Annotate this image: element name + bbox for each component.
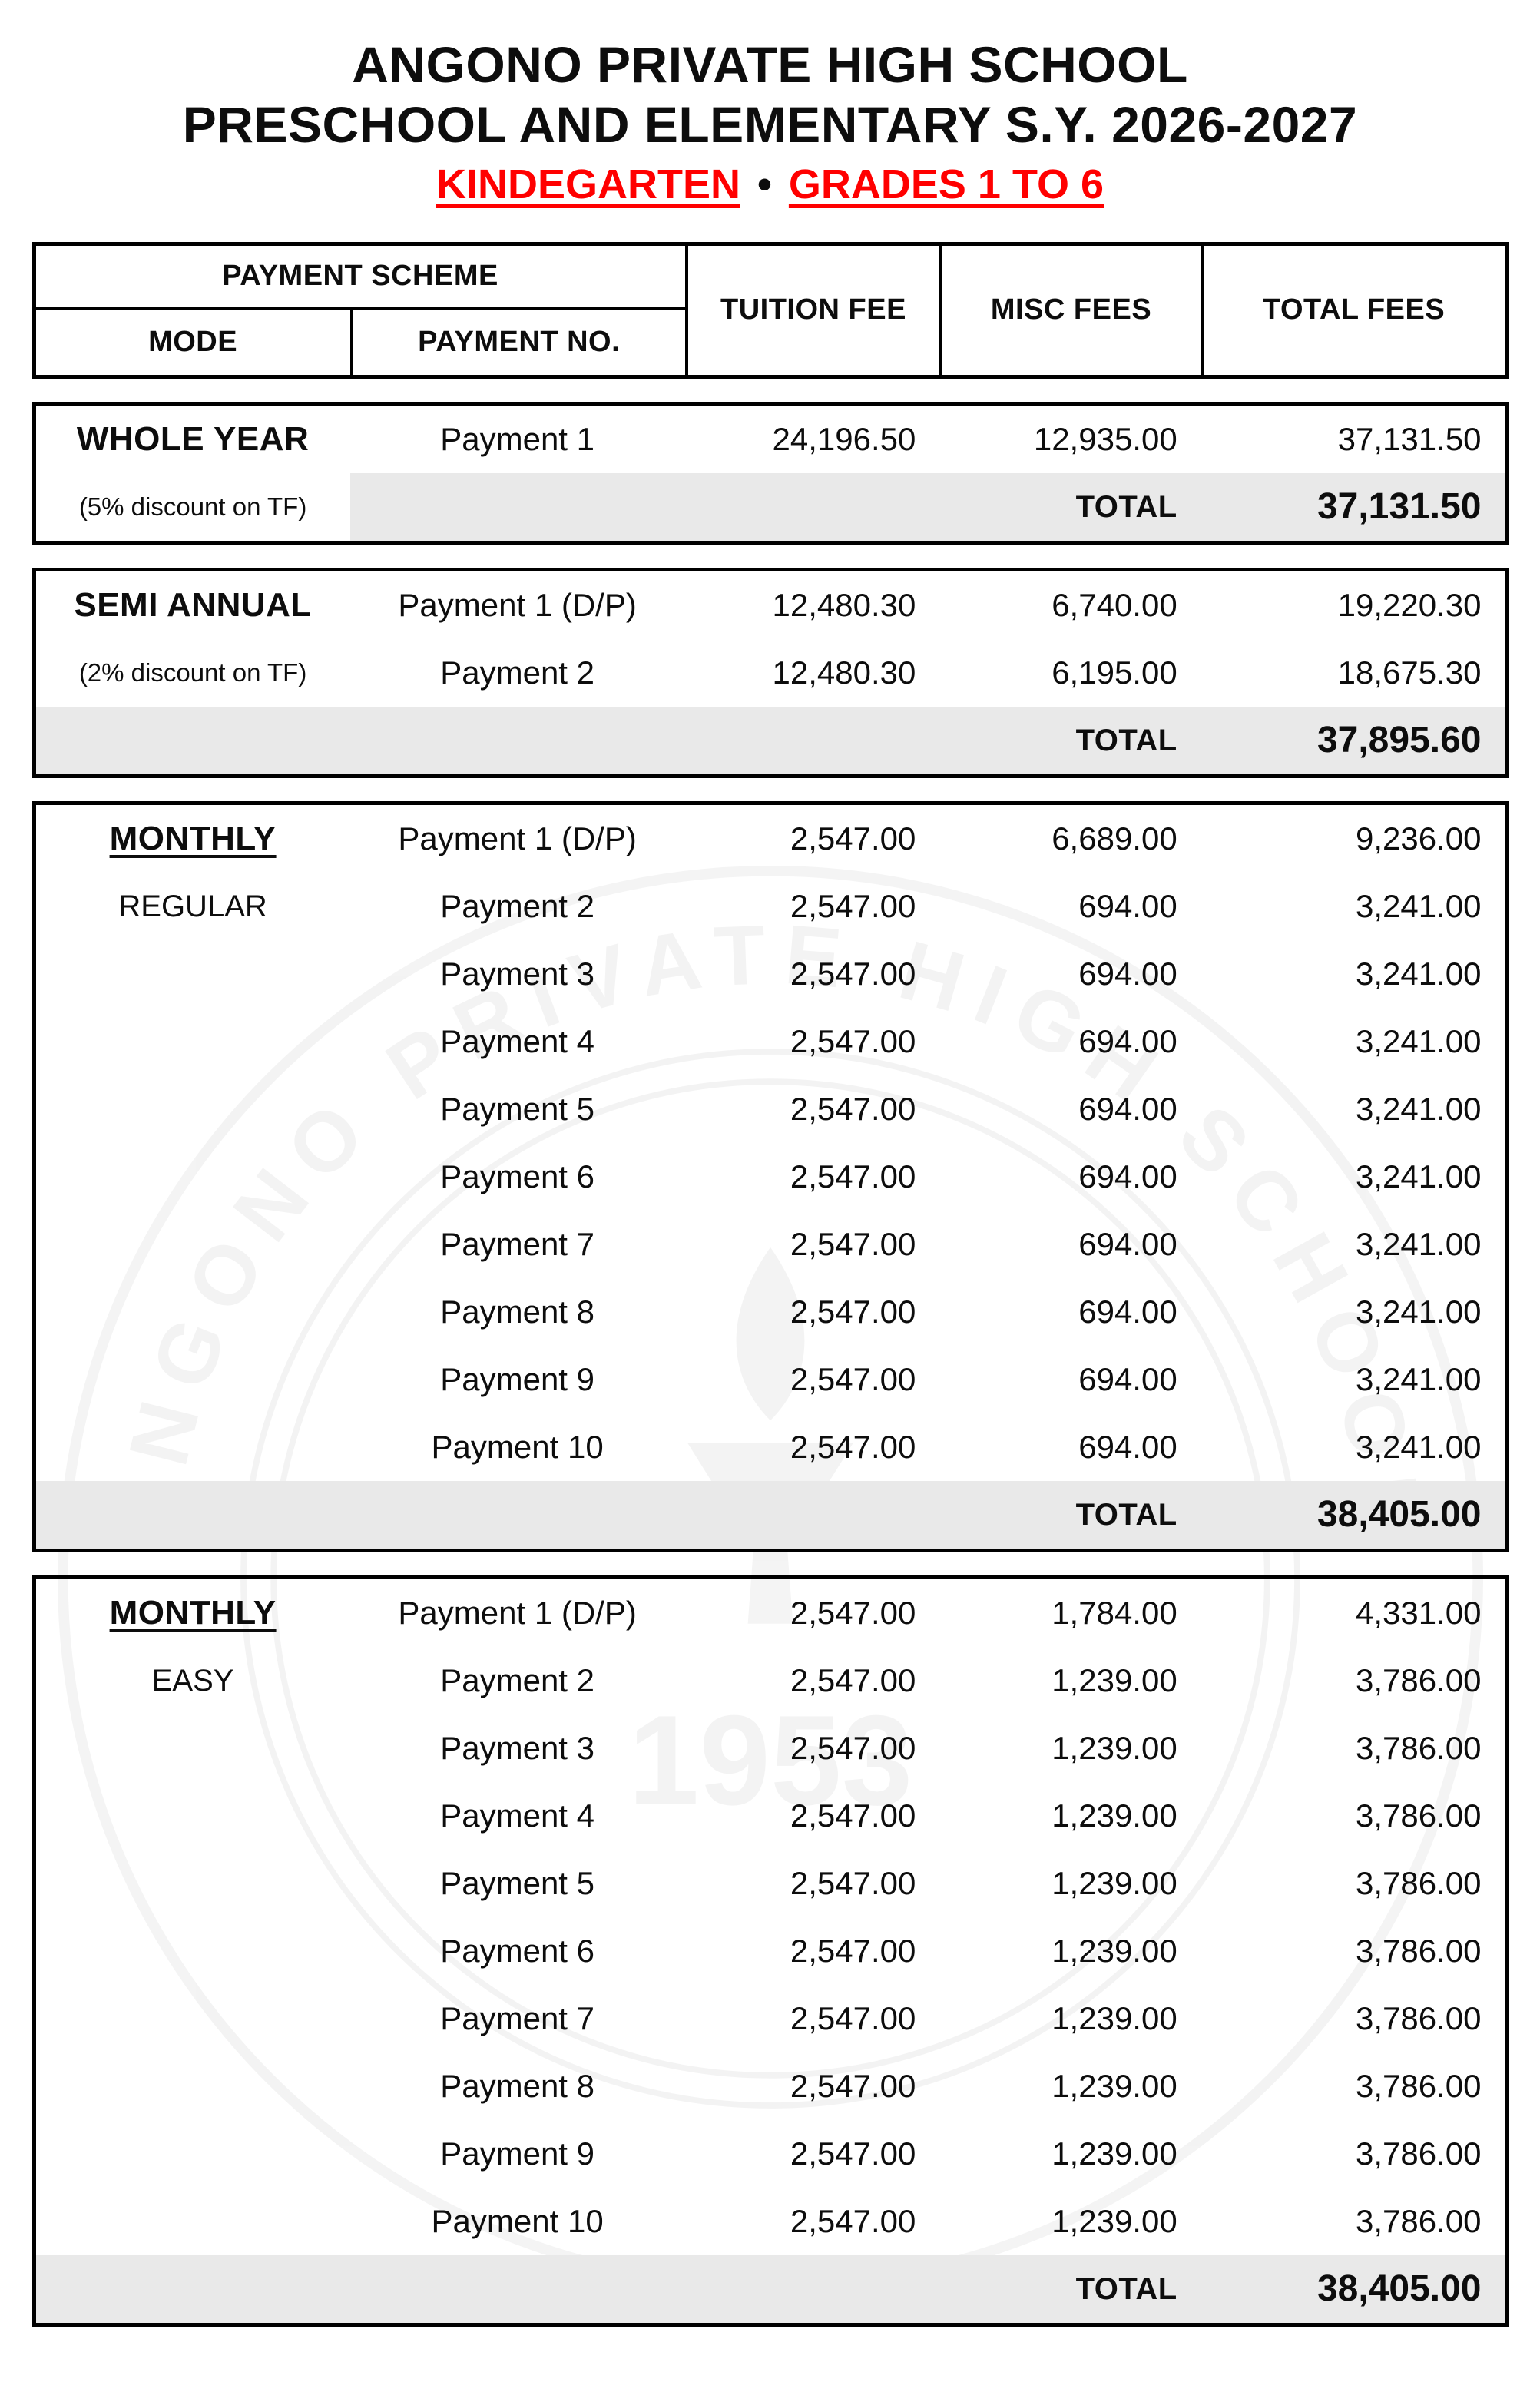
total-label: TOTAL [1075, 2271, 1177, 2306]
payment-no-cell: Payment 9 [440, 2135, 595, 2172]
misc-fees-cell: 1,239.00 [1052, 1729, 1177, 1766]
payment-row [36, 805, 1505, 873]
mode-label: WHOLE YEAR [76, 419, 310, 458]
misc-fees-cell: 694.00 [1078, 1225, 1177, 1262]
section-rows [36, 805, 1505, 1549]
misc-fees-cell: 694.00 [1078, 1293, 1177, 1330]
payment-row [36, 1278, 1505, 1346]
kindergarten-label: KINDEGARTEN [436, 161, 740, 207]
mode-cell [36, 2052, 350, 2120]
misc-fees-cell: 6,195.00 [1052, 654, 1177, 691]
payment-no-cell: Payment 6 [440, 1158, 595, 1194]
document-title: PRESCHOOL AND ELEMENTARY S.Y. 2026-2027 [182, 95, 1358, 153]
misc-fees-cell: 1,239.00 [1052, 1932, 1177, 1969]
empty-cell [685, 473, 939, 541]
section-rows [36, 406, 1505, 541]
mode-cell [36, 1278, 350, 1346]
tuition-fee-cell: 2,547.00 [790, 1661, 916, 1698]
total-fees-cell: 3,786.00 [1356, 1932, 1482, 1969]
mode-label: MONTHLY [109, 819, 277, 857]
grade-levels-subtitle [32, 160, 1509, 210]
tuition-fee-cell: 2,547.00 [790, 1797, 916, 1834]
payment-row [36, 1413, 1505, 1481]
mode-cell [36, 2120, 350, 2188]
misc-fees-cell: 694.00 [1078, 1090, 1177, 1127]
empty-cell [350, 707, 685, 774]
payment-row [36, 2120, 1505, 2188]
payment-no-cell: Payment 3 [440, 955, 595, 992]
total-value: 38,405.00 [1316, 2268, 1482, 2309]
mode-cell [36, 1211, 350, 1278]
total-fees-cell: 3,241.00 [1356, 1022, 1482, 1059]
empty-cell [685, 707, 939, 774]
misc-fees-cell: 1,239.00 [1052, 1864, 1177, 1901]
mode-cell [36, 1413, 350, 1481]
mode-cell [36, 1008, 350, 1075]
payment-row [36, 940, 1505, 1008]
tuition-fee-cell: 2,547.00 [790, 1225, 916, 1262]
total-fees-cell: 18,675.30 [1337, 654, 1482, 691]
section-rows [36, 1579, 1505, 2323]
tuition-fee-cell: 2,547.00 [790, 1022, 916, 1059]
misc-fees-cell: 694.00 [1078, 955, 1177, 992]
fee-section-whole-year [32, 402, 1509, 545]
payment-no-cell: Payment 10 [431, 2202, 604, 2239]
total-fees-cell: 3,786.00 [1356, 1729, 1482, 1766]
tuition-fee-cell: 2,547.00 [790, 1360, 916, 1397]
payment-no-cell: Payment 2 [440, 1661, 595, 1698]
payment-row [36, 1143, 1505, 1211]
fee-section-monthly-regular [32, 801, 1509, 1552]
mode-cell [36, 406, 350, 473]
section-total-row [36, 707, 1505, 774]
misc-fees-cell: 694.00 [1078, 1360, 1177, 1397]
total-fees-cell: 3,786.00 [1356, 2135, 1482, 2172]
misc-fees-cell: 1,239.00 [1052, 2067, 1177, 2104]
total-fees-cell: 3,786.00 [1356, 1999, 1482, 2036]
section-rows [36, 571, 1505, 774]
bullet-separator: • [757, 161, 772, 207]
tuition-fee-cell: 2,547.00 [790, 1428, 916, 1465]
payment-no-cell: Payment 9 [440, 1360, 595, 1397]
tuition-fee-cell: 12,480.30 [772, 654, 916, 691]
total-fees-cell: 3,241.00 [1356, 1225, 1482, 1262]
mode-cell [36, 1579, 350, 1647]
payment-no-cell: Payment 1 (D/P) [398, 1594, 637, 1631]
misc-fees-cell: 6,740.00 [1052, 586, 1177, 623]
total-fees-cell: 3,241.00 [1356, 1158, 1482, 1194]
mode-label: SEMI ANNUAL [74, 585, 312, 624]
payment-row [36, 571, 1505, 639]
tuition-fee-cell: 2,547.00 [790, 1594, 916, 1631]
total-label: TOTAL [1075, 489, 1177, 524]
total-fees-cell: 19,220.30 [1337, 586, 1482, 623]
mode-cell [36, 571, 350, 639]
payment-no-cell: Payment 4 [440, 1797, 595, 1834]
section-total-row [36, 1481, 1505, 1549]
payment-no-cell: Payment 4 [440, 1022, 595, 1059]
misc-fees-cell: 694.00 [1078, 1022, 1177, 1059]
total-fees-cell: 3,241.00 [1356, 1428, 1482, 1465]
empty-cell [685, 1481, 939, 1549]
payment-no-cell: Payment 1 (D/P) [398, 820, 637, 856]
payment-no-cell: Payment 2 [440, 654, 595, 691]
fee-section-semi-annual [32, 568, 1509, 778]
discount-note [36, 707, 350, 774]
total-label: TOTAL [1075, 723, 1177, 757]
misc-fees-cell: 694.00 [1078, 1158, 1177, 1194]
mode-cell [36, 1782, 350, 1850]
payment-no-cell: Payment 2 [440, 887, 595, 924]
payment-no-cell: Payment 1 (D/P) [398, 586, 637, 623]
total-fees-cell: 3,786.00 [1356, 1797, 1482, 1834]
discount-note: (5% discount on TF) [36, 473, 350, 541]
payment-row [36, 1008, 1505, 1075]
payment-no-cell: Payment 8 [440, 1293, 595, 1330]
payment-no-cell: Payment 5 [440, 1090, 595, 1127]
mode-cell [36, 873, 350, 940]
mode-label: MONTHLY [109, 1593, 277, 1632]
mode-cell [36, 1346, 350, 1413]
misc-fees-column-header: MISC FEES [939, 246, 1200, 375]
total-fees-cell: 3,241.00 [1356, 887, 1482, 924]
tuition-fee-cell: 2,547.00 [790, 1090, 916, 1127]
payment-row [36, 1647, 1505, 1714]
misc-fees-cell: 1,239.00 [1052, 1661, 1177, 1698]
payment-no-cell: Payment 7 [440, 1225, 595, 1262]
payment-row [36, 1346, 1505, 1413]
mode-cell [36, 1143, 350, 1211]
payment-row [36, 2052, 1505, 2120]
empty-cell [685, 2255, 939, 2323]
total-value: 37,131.50 [1316, 485, 1482, 527]
payment-row [36, 1211, 1505, 1278]
misc-fees-cell: 1,239.00 [1052, 1999, 1177, 2036]
tuition-fee-cell: 24,196.50 [772, 420, 916, 457]
payment-no-cell: Payment 5 [440, 1864, 595, 1901]
tuition-fee-cell: 2,547.00 [790, 1729, 916, 1766]
total-fees-cell: 3,786.00 [1356, 2202, 1482, 2239]
mode-cell [36, 1647, 350, 1714]
mode-label: EASY [151, 1663, 234, 1698]
tuition-fee-cell: 2,547.00 [790, 887, 916, 924]
misc-fees-cell: 694.00 [1078, 1428, 1177, 1465]
tuition-fee-cell: 2,547.00 [790, 955, 916, 992]
tuition-fee-cell: 2,547.00 [790, 1999, 916, 2036]
payment-row [36, 2188, 1505, 2255]
mode-cell [36, 1985, 350, 2052]
title-block [32, 35, 1509, 210]
payment-row [36, 1850, 1505, 1917]
total-fees-cell: 3,241.00 [1356, 955, 1482, 992]
mode-cell [36, 805, 350, 873]
tuition-fee-column-header: TUITION FEE [685, 246, 939, 375]
tuition-fee-cell: 2,547.00 [790, 1293, 916, 1330]
mode-cell [36, 639, 350, 707]
mode-cell [36, 1850, 350, 1917]
mode-cell [36, 1917, 350, 1985]
misc-fees-cell: 6,689.00 [1052, 820, 1177, 856]
total-fees-cell: 9,236.00 [1356, 820, 1482, 856]
payment-row [36, 1579, 1505, 1647]
mode-cell [36, 1714, 350, 1782]
tuition-fee-cell: 2,547.00 [790, 2202, 916, 2239]
tuition-fee-cell: 2,547.00 [790, 820, 916, 856]
tuition-fee-cell: 2,547.00 [790, 1932, 916, 1969]
mode-cell [36, 1075, 350, 1143]
fee-section-monthly-easy [32, 1575, 1509, 2327]
tuition-fee-cell: 2,547.00 [790, 1864, 916, 1901]
misc-fees-cell: 1,239.00 [1052, 1797, 1177, 1834]
misc-fees-cell: 694.00 [1078, 887, 1177, 924]
total-fees-cell: 3,241.00 [1356, 1090, 1482, 1127]
payment-no-cell: Payment 1 [440, 420, 595, 457]
misc-fees-cell: 12,935.00 [1033, 420, 1177, 457]
total-value: 38,405.00 [1316, 1493, 1482, 1535]
empty-cell [350, 1481, 685, 1549]
misc-fees-cell: 1,784.00 [1052, 1594, 1177, 1631]
total-fees-cell: 3,786.00 [1356, 2067, 1482, 2104]
fee-sections [32, 402, 1509, 2327]
mode-cell [36, 2188, 350, 2255]
total-fees-column-header: TOTAL FEES [1201, 246, 1505, 375]
total-fees-cell: 3,786.00 [1356, 1864, 1482, 1901]
table-header [32, 242, 1509, 379]
mode-label: REGULAR [118, 889, 267, 923]
payment-scheme-header: PAYMENT SCHEME [36, 246, 685, 310]
payment-row [36, 1075, 1505, 1143]
payment-no-cell: Payment 8 [440, 2067, 595, 2104]
payment-no-cell: Payment 6 [440, 1932, 595, 1969]
empty-cell [350, 473, 685, 541]
grades-label: GRADES 1 TO 6 [788, 161, 1104, 207]
discount-note [36, 2255, 350, 2323]
total-fees-cell: 4,331.00 [1356, 1594, 1482, 1631]
tuition-fee-cell: 12,480.30 [772, 586, 916, 623]
payment-row [36, 639, 1505, 707]
empty-cell [350, 2255, 685, 2323]
school-name: ANGONO PRIVATE HIGH SCHOOL [352, 36, 1188, 93]
payment-row [36, 1917, 1505, 1985]
payment-no-column-header: PAYMENT NO. [350, 310, 685, 375]
misc-fees-cell: 1,239.00 [1052, 2135, 1177, 2172]
mode-label: (2% discount on TF) [78, 658, 307, 687]
total-fees-cell: 3,786.00 [1356, 1661, 1482, 1698]
mode-column-header: MODE [148, 326, 238, 359]
misc-fees-cell: 1,239.00 [1052, 2202, 1177, 2239]
tuition-fee-cell: 2,547.00 [790, 2067, 916, 2104]
total-value: 37,895.60 [1316, 719, 1482, 760]
total-label: TOTAL [1075, 1497, 1177, 1532]
payment-row [36, 1782, 1505, 1850]
payment-row [36, 1714, 1505, 1782]
payment-no-cell: Payment 10 [431, 1428, 604, 1465]
tuition-fee-cell: 2,547.00 [790, 2135, 916, 2172]
payment-row [36, 873, 1505, 940]
payment-row [36, 1985, 1505, 2052]
total-fees-cell: 3,241.00 [1356, 1360, 1482, 1397]
discount-note [36, 1481, 350, 1549]
payment-no-cell: Payment 3 [440, 1729, 595, 1766]
section-total-row [36, 2255, 1505, 2323]
content [32, 0, 1509, 2327]
tuition-fee-cell: 2,547.00 [790, 1158, 916, 1194]
payment-row [36, 406, 1505, 473]
mode-cell [36, 940, 350, 1008]
total-fees-cell: 37,131.50 [1337, 420, 1482, 457]
section-total-row [36, 473, 1505, 541]
payment-no-cell: Payment 7 [440, 1999, 595, 2036]
total-fees-cell: 3,241.00 [1356, 1293, 1482, 1330]
